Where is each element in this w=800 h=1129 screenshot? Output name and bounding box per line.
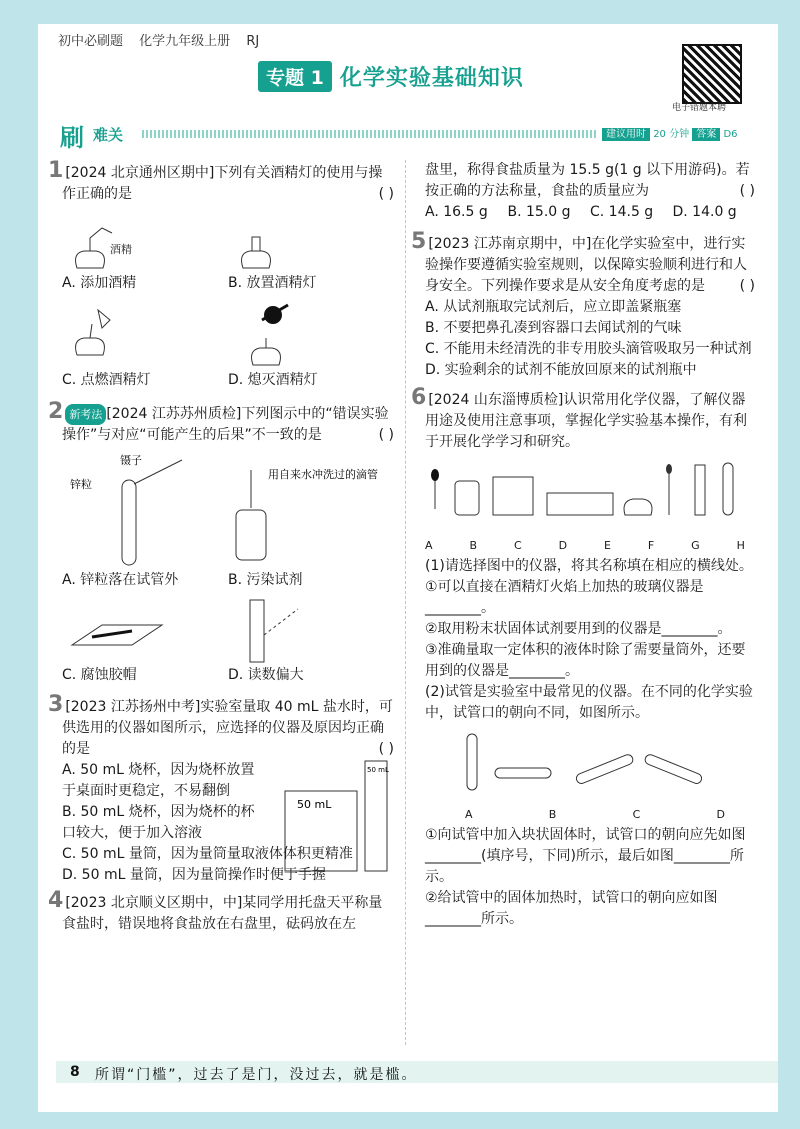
q2-number: 2 <box>48 399 64 424</box>
q4-number: 4 <box>48 888 64 913</box>
instrument-label-g: G <box>691 539 700 552</box>
q1-text: [2024 北京通州区期中]下列有关酒精灯的使用与操作正确的是 <box>62 165 383 202</box>
q6-sub1[interactable]: ①可以直接在酒精灯火焰上加热的玻璃仪器是________。 <box>425 579 704 616</box>
q1-alcohol-label: 酒精 <box>110 243 132 256</box>
q4-option-d[interactable]: D. 14.0 g <box>672 204 737 220</box>
q1-option-d[interactable]: D. 熄灭酒精灯 <box>228 372 318 388</box>
header-book: 初中必刷题 <box>58 34 124 49</box>
q3-cylinder-label: 50 mL <box>367 766 389 774</box>
tube-labels <box>465 804 725 825</box>
q2-new-tag: 新考法 <box>65 404 106 425</box>
q5-number: 5 <box>411 229 427 254</box>
q2-paren: ( ) <box>378 427 394 443</box>
left-column <box>48 158 394 935</box>
question-5 <box>411 229 755 381</box>
answer-label: 答案 <box>692 128 720 141</box>
q2-zinc-label: 锌粒 <box>70 478 92 491</box>
q2-option-b[interactable]: B. 污染试剂 <box>228 572 303 588</box>
question-4 <box>48 888 394 935</box>
section-mark: 刷 <box>60 124 84 152</box>
right-column <box>411 160 755 930</box>
q5-option-d[interactable]: D. 实验剩余的试剂不能放回原来的试剂瓶中 <box>425 362 697 378</box>
q4-option-b[interactable]: B. 15.0 g <box>507 204 571 220</box>
column-divider <box>405 160 406 1045</box>
topic-heading <box>258 60 524 92</box>
tube-label-a: A <box>465 808 473 821</box>
q5-option-c[interactable]: C. 不能用未经清洗的非专用胶头滴管吸取另一种试剂 <box>425 341 752 357</box>
q4-option-c[interactable]: C. 14.5 g <box>590 204 654 220</box>
q3-text: [2023 江苏扬州中考]实验室量取 40 mL 盐水时，可供选用的仪器如图所示，应选择的仪器及原因均正确的是 <box>62 699 393 757</box>
instrument-label-c: C <box>513 539 522 552</box>
instrument-label-f: F <box>647 539 655 552</box>
instrument-labels <box>425 535 745 556</box>
add-alcohol-figure <box>62 223 142 273</box>
q6-sub3[interactable]: ③准确量取一定体积的液体时除了需要量筒外，还要用到的仪器是________。 <box>425 642 746 679</box>
zinc-tube-figure <box>62 450 222 570</box>
section-bar <box>142 130 597 138</box>
time-hint <box>602 125 738 140</box>
topic-title: 化学实验基础知识 <box>339 65 524 91</box>
q6-sub4[interactable]: ①向试管中加入块状固体时，试管口的朝向应先如图________(填序号，下同)所示，最后如图________所示。 <box>425 827 746 885</box>
question-2 <box>48 399 394 686</box>
question-1 <box>48 158 394 391</box>
answer-page: D6 <box>723 129 738 140</box>
q1-paren: ( ) <box>378 186 394 202</box>
dropper-on-table-figure <box>62 595 222 665</box>
footer-quote: 所谓“门槛”，过去了是门，没过去，就是槛。 <box>95 1067 418 1083</box>
q1-option-b[interactable]: B. 放置酒精灯 <box>228 275 317 291</box>
q4-text: [2023 北京顺义区期中，中]某同学用托盘天平称量食盐时，错误地将食盐放在右盘里，砝码放在左 <box>62 895 383 932</box>
q3-option-b[interactable]: B. 50 mL 烧杯，因为烧杯的杯口较大，便于加入溶液 <box>62 804 255 841</box>
q2-text: [2024 江苏苏州质检]下列图示中的“错误实验操作”与对应“可能产生的后果”不一致的是 <box>62 406 389 443</box>
q3-beaker-label: 50 mL <box>297 798 332 811</box>
tube-label-b: B <box>548 808 557 821</box>
q4-paren: ( ) <box>739 183 755 199</box>
instrument-label-h: H <box>736 539 745 552</box>
instrument-label-b: B <box>469 539 478 552</box>
q5-text: [2023 江苏南京期中，中]在化学实验室中，进行实验操作要遵循实验室规则，以保障实验顺利进行和人身安全。下列操作要求是从安全角度考虑的是 <box>425 236 747 294</box>
q6-part2: (2)试管是实验室中最常见的仪器。在不同的化学实验中，试管口的朝向不同，如图所示。 <box>425 684 753 721</box>
qr-code-icon[interactable] <box>682 44 742 104</box>
instrument-label-a: A <box>425 539 433 552</box>
header-edition: RJ <box>246 34 260 49</box>
q2-tweezers-label: 镊子 <box>120 454 142 467</box>
page-number: 8 <box>70 1064 80 1080</box>
q4-cont: 盘里，称得食盐质量为 15.5 g(1 g 以下用游码)。若按正确的方法称量，食盐的质量应为 <box>425 162 750 199</box>
tube-label-c: C <box>632 808 641 821</box>
q2-option-a[interactable]: A. 锌粒落在试管外 <box>62 572 179 588</box>
tube-label-d: D <box>716 808 725 821</box>
tube-orientation-figure <box>425 730 725 800</box>
q1-number: 1 <box>48 158 64 183</box>
beaker-cylinder-figure <box>277 756 397 886</box>
q5-option-a[interactable]: A. 从试剂瓶取完试剂后，应立即盖紧瓶塞 <box>425 299 682 315</box>
q4-option-a[interactable]: A. 16.5 g <box>425 204 488 220</box>
place-lamp-figure <box>228 223 288 273</box>
section-name: 难关 <box>93 126 124 144</box>
light-lamp-figure <box>62 300 122 360</box>
q6-text: [2024 山东淄博质检]认识常用化学仪器，了解仪器用途及使用注意事项，掌握化学实验基本操作，有利于开展化学学习和研究。 <box>425 392 747 450</box>
question-6 <box>411 385 755 930</box>
q2-dropper-label: 用自来水冲洗过的滴管 <box>268 468 378 481</box>
q2-option-c[interactable]: C. 腐蚀胶帽 <box>62 667 137 683</box>
q6-sub5[interactable]: ②给试管中的固体加热时，试管口的朝向应如图________所示。 <box>425 890 718 927</box>
q1-option-c[interactable]: C. 点燃酒精灯 <box>62 372 151 388</box>
running-header <box>58 30 271 49</box>
time-label: 建议用时 <box>602 128 650 141</box>
q3-option-a[interactable]: A. 50 mL 烧杯，因为烧杯放置于桌面时更稳定，不易翻倒 <box>62 762 255 799</box>
topic-number: 专题 1 <box>258 61 332 92</box>
q6-number: 6 <box>411 385 427 410</box>
q2-option-d[interactable]: D. 读数偏大 <box>228 667 304 683</box>
instrument-label-e: E <box>604 539 611 552</box>
q5-option-b[interactable]: B. 不要把鼻孔凑到容器口去闻试剂的气味 <box>425 320 682 336</box>
instruments-figure <box>425 459 745 531</box>
dropper-figure <box>228 450 388 570</box>
instrument-label-d: D <box>558 539 568 552</box>
q6-sub2[interactable]: ②取用粉末状固体试剂要用到的仪器是________。 <box>425 621 732 637</box>
qr-label: 电子错题本聘 <box>672 103 727 113</box>
q6-part1: (1)请选择图中的仪器，将其名称填在相应的横线处。 <box>425 558 753 574</box>
q3-number: 3 <box>48 692 64 717</box>
header-subject: 化学九年级上册 <box>139 34 231 49</box>
extinguish-lamp-figure <box>228 300 308 370</box>
q3-paren: ( ) <box>378 741 394 757</box>
q5-paren: ( ) <box>739 278 755 294</box>
q3-option-d[interactable]: D. 50 mL 量筒，因为量筒操作时便于手握 <box>62 867 326 883</box>
reading-figure <box>228 595 388 665</box>
question-4-cont <box>425 160 755 223</box>
q1-option-a[interactable]: A. 添加酒精 <box>62 275 137 291</box>
time-value: 20 分钟 <box>653 129 690 140</box>
q3-option-c[interactable]: C. 50 mL 量筒，因为量筒量取液体体积更精准 <box>62 846 353 862</box>
question-3 <box>48 692 394 886</box>
